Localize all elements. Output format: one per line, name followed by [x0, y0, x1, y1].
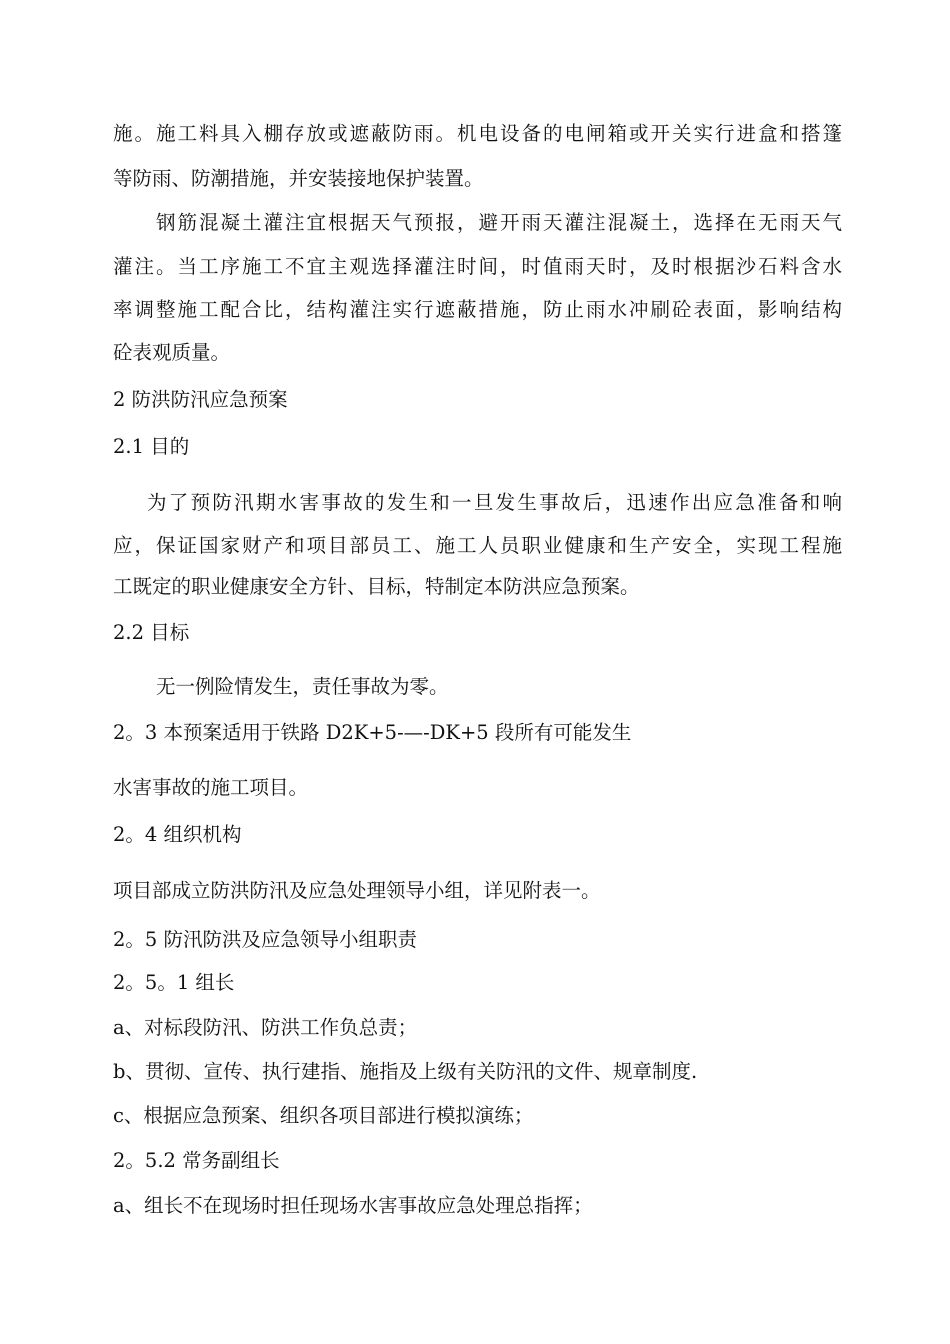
paragraph-line: 钢筋混凝土灌注宜根据天气预报，避开雨天灌注混凝土，选择在无雨天气 — [156, 211, 842, 234]
paragraph-line: 灌注。当工序施工不宜主观选择灌注时间，时值雨天时，及时根据沙石料含水 — [113, 255, 842, 278]
subsection-heading: 2.1 目的 — [113, 435, 190, 458]
subsection-heading: 2。5。1 组长 — [113, 971, 235, 994]
subsection-heading: 2。5.2 常务副组长 — [113, 1149, 280, 1172]
paragraph-line: 砼表观质量。 — [113, 341, 231, 364]
list-item: c、根据应急预案、组织各项目部进行模拟演练； — [113, 1104, 534, 1127]
section-heading: 2 防洪防汛应急预案 — [113, 388, 288, 411]
paragraph-line: 水害事故的施工项目。 — [113, 776, 309, 799]
paragraph-line: 率调整施工配合比，结构灌注实行遮蔽措施，防止雨水冲刷砼表面，影响结构 — [113, 298, 842, 321]
paragraph-line: 项目部成立防洪防汛及应急处理领导小组，详见附表一。 — [113, 879, 601, 902]
paragraph-line: 为了预防汛期水害事故的发生和一旦发生事故后，迅速作出应急准备和响 — [147, 491, 842, 514]
list-item: a、对标段防汛、防洪工作负总责； — [113, 1016, 418, 1039]
subsection-heading: 2.2 目标 — [113, 621, 190, 644]
paragraph-line: 应，保证国家财产和项目部员工、施工人员职业健康和生产安全，实现工程施 — [113, 534, 842, 557]
list-item: a、组长不在现场时担任现场水害事故应急处理总指挥； — [113, 1194, 593, 1217]
list-item: b、贯彻、宣传、执行建指、施指及上级有关防汛的文件、规章制度. — [113, 1060, 698, 1083]
paragraph-line: 等防雨、防潮措施，并安装接地保护装置。 — [113, 167, 484, 190]
subsection-heading: 2。5 防汛防洪及应急领导小组职责 — [113, 928, 418, 951]
subsection-heading: 2。3 本预案适用于铁路 D2K+5-—-DK+5 段所有可能发生 — [113, 721, 632, 744]
paragraph-line: 无一例险情发生，责任事故为零。 — [156, 675, 449, 698]
subsection-heading: 2。4 组织机构 — [113, 823, 242, 846]
paragraph-line: 施。施工料具入棚存放或遮蔽防雨。机电设备的电闸箱或开关实行进盒和搭篷 — [113, 122, 842, 145]
paragraph-line: 工既定的职业健康安全方针、目标，特制定本防洪应急预案。 — [113, 575, 640, 598]
